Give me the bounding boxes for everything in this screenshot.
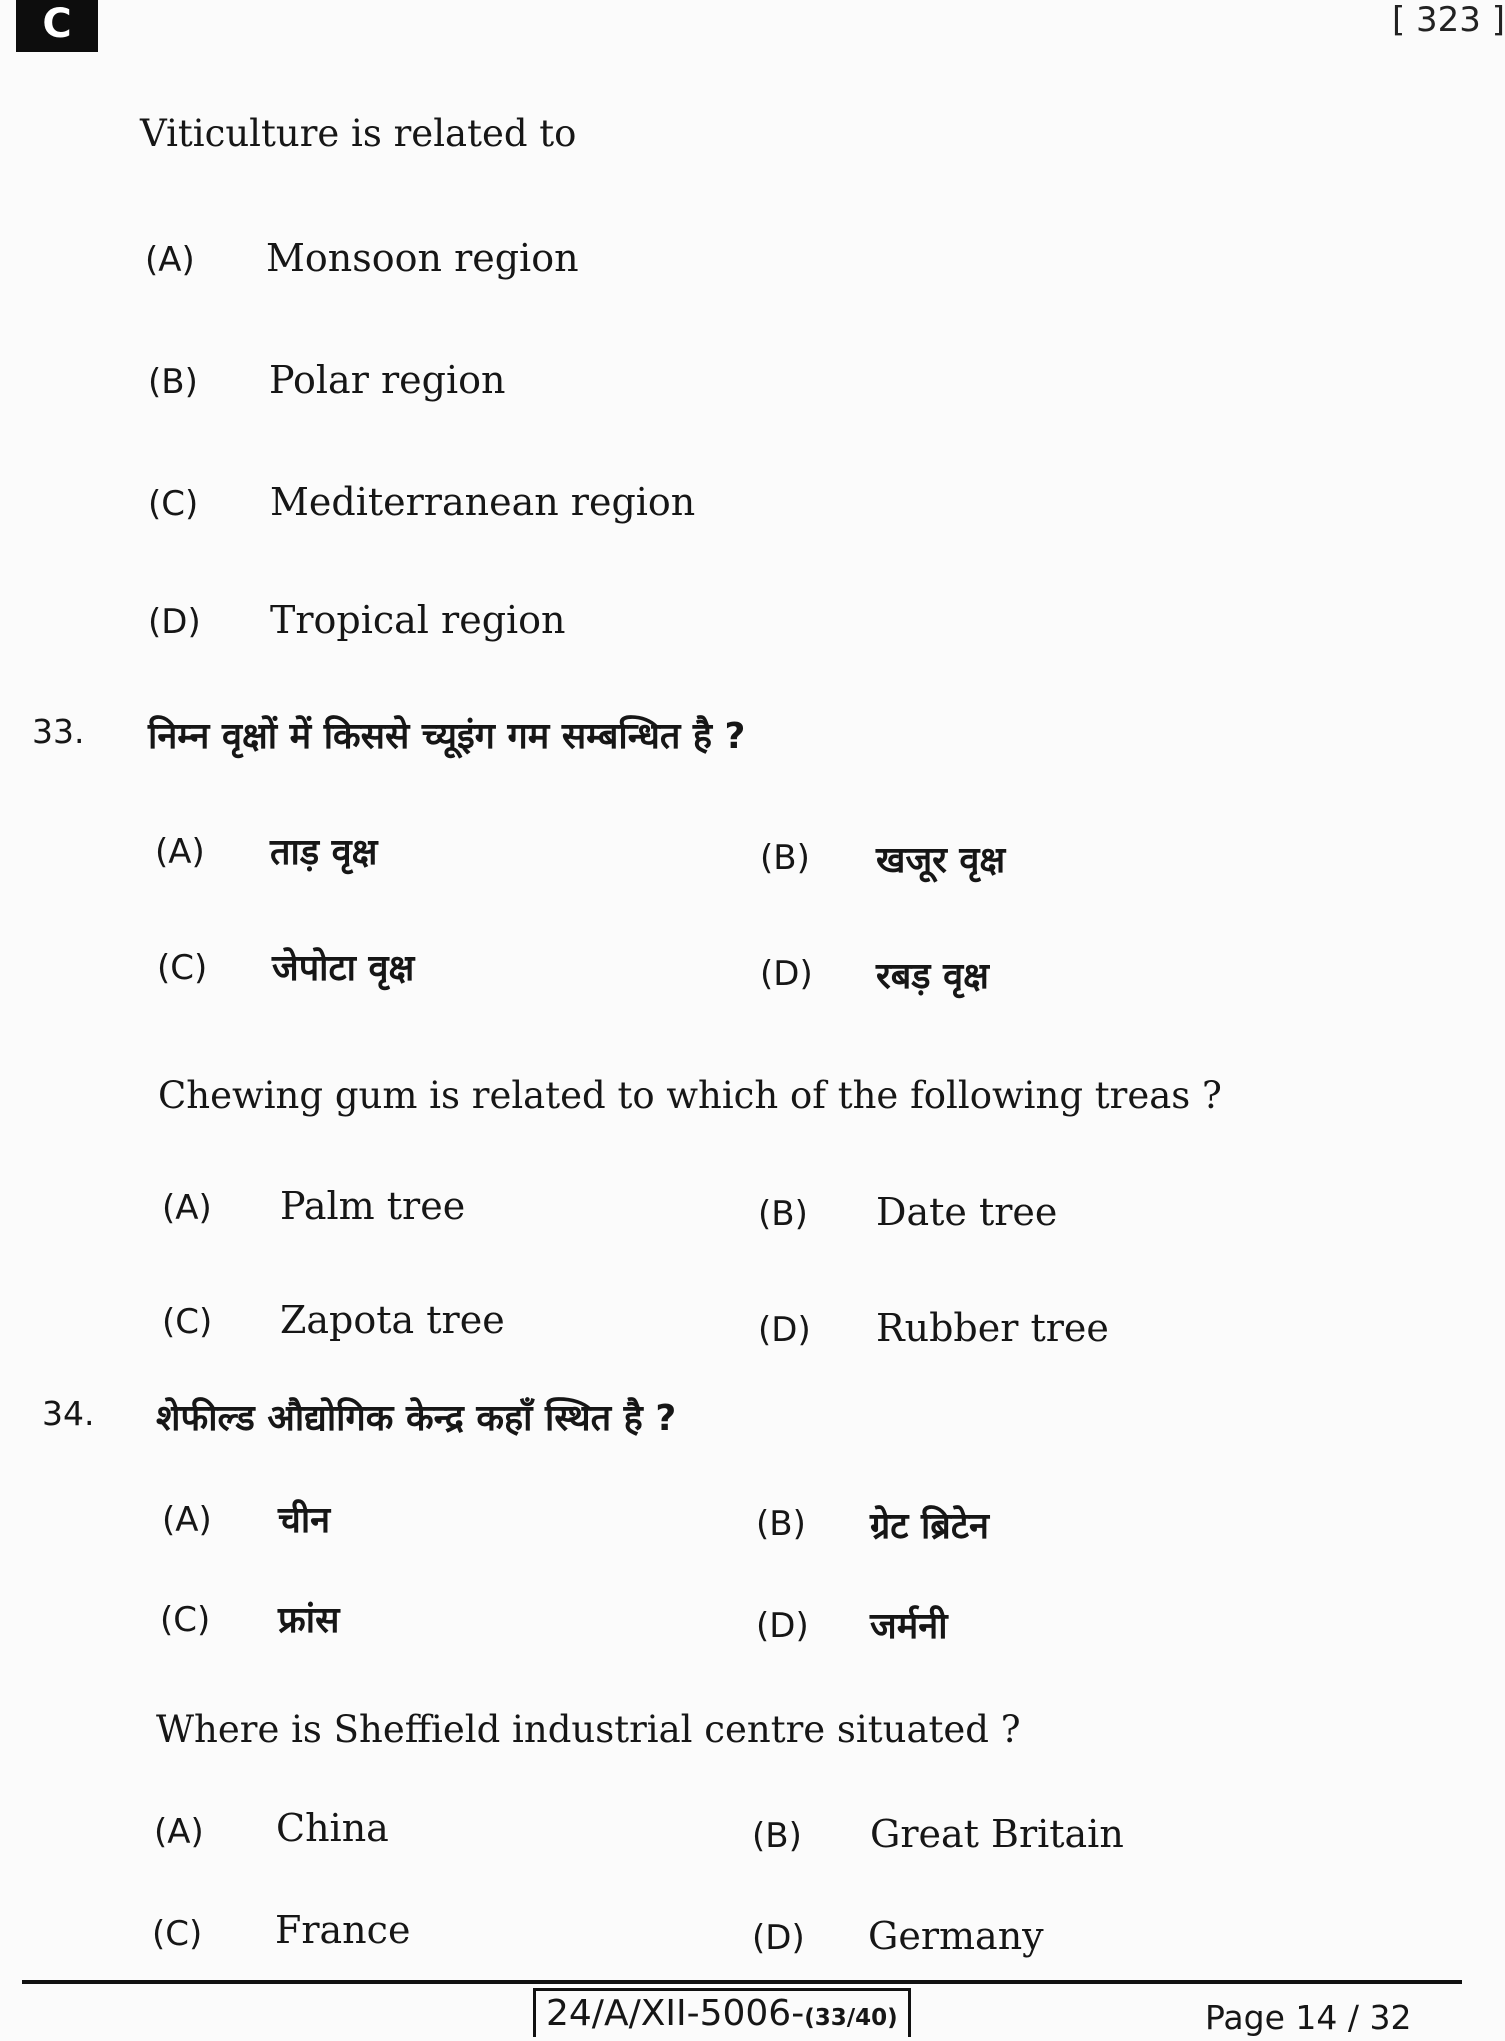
- q34-option-d: Germany: [868, 1914, 1044, 1958]
- q33-option-a: Palm tree: [280, 1184, 466, 1228]
- q33-hindi-option-b: खजूर वृक्ष: [876, 840, 1006, 881]
- q32-option-d-letter: (D): [148, 602, 201, 642]
- question-34-english-text: Where is Sheffield industrial centre situated ?: [156, 1708, 1021, 1751]
- q34-hindi-option-d-letter: (D): [756, 1606, 809, 1646]
- series-badge: C: [16, 0, 98, 52]
- q33-hindi-option-c-letter: (C): [157, 948, 208, 988]
- q34-option-a-letter: (A): [154, 1812, 204, 1852]
- question-33-number: 33.: [32, 712, 85, 751]
- q32-option-a-letter: (A): [145, 240, 195, 280]
- q33-option-c: Zapota tree: [280, 1298, 505, 1342]
- question-32-english-text: Viticulture is related to: [140, 112, 577, 155]
- q34-hindi-option-c: फ्रांस: [278, 1600, 340, 1641]
- q32-option-c: Mediterranean region: [270, 480, 696, 524]
- q33-hindi-option-b-letter: (B): [760, 838, 810, 878]
- paper-code-box: [533, 1988, 911, 2037]
- q33-hindi-option-d: रबड़ वृक्ष: [876, 956, 989, 997]
- q32-option-d: Tropical region: [270, 598, 566, 642]
- paper-code: 24/A/XII-5006-: [546, 1993, 805, 2034]
- question-34-number: 34.: [42, 1394, 95, 1433]
- q33-option-b: Date tree: [876, 1190, 1058, 1234]
- q34-option-c: France: [275, 1908, 411, 1952]
- q33-hindi-option-c: जेपोटा वृक्ष: [272, 948, 415, 989]
- page-number: Page 14 / 32: [1205, 1998, 1412, 2037]
- q33-hindi-option-d-letter: (D): [760, 954, 813, 994]
- question-33-hindi-text: निम्न वृक्षों में किससे च्यूइंग गम सम्बन्धित है ?: [148, 716, 746, 757]
- q34-option-d-letter: (D): [752, 1918, 805, 1958]
- q32-option-c-letter: (C): [148, 484, 199, 524]
- q34-hindi-option-a: चीन: [278, 1500, 331, 1541]
- q34-option-c-letter: (C): [152, 1914, 203, 1954]
- q33-option-d-letter: (D): [758, 1310, 811, 1350]
- paper-code-suffix: (33/40): [804, 2005, 898, 2031]
- q32-option-a: Monsoon region: [266, 236, 579, 280]
- footer-rule: [22, 1980, 1462, 1984]
- q33-option-c-letter: (C): [162, 1302, 213, 1342]
- q32-option-b-letter: (B): [148, 362, 198, 402]
- q34-hindi-option-a-letter: (A): [162, 1500, 212, 1540]
- q34-option-b-letter: (B): [752, 1816, 802, 1856]
- q34-hindi-option-b: ग्रेट ब्रिटेन: [870, 1506, 989, 1547]
- q32-option-b: Polar region: [269, 358, 506, 402]
- q34-hindi-option-c-letter: (C): [160, 1600, 211, 1640]
- q34-option-a: China: [276, 1806, 389, 1850]
- q34-hindi-option-b-letter: (B): [756, 1504, 806, 1544]
- q33-hindi-option-a: ताड़ वृक्ष: [270, 832, 378, 873]
- q33-option-a-letter: (A): [162, 1188, 212, 1228]
- question-33-english-text: Chewing gum is related to which of the following treas ?: [158, 1074, 1222, 1117]
- q34-option-b: Great Britain: [870, 1812, 1124, 1856]
- page-code: [ 323 ]: [1391, 0, 1505, 40]
- question-34-hindi-text: शेफील्ड औद्योगिक केन्द्र कहाँ स्थित है ?: [156, 1398, 677, 1439]
- q33-hindi-option-a-letter: (A): [155, 832, 205, 872]
- q34-hindi-option-d: जर्मनी: [870, 1606, 948, 1647]
- q33-option-d: Rubber tree: [876, 1306, 1109, 1350]
- q33-option-b-letter: (B): [758, 1194, 808, 1234]
